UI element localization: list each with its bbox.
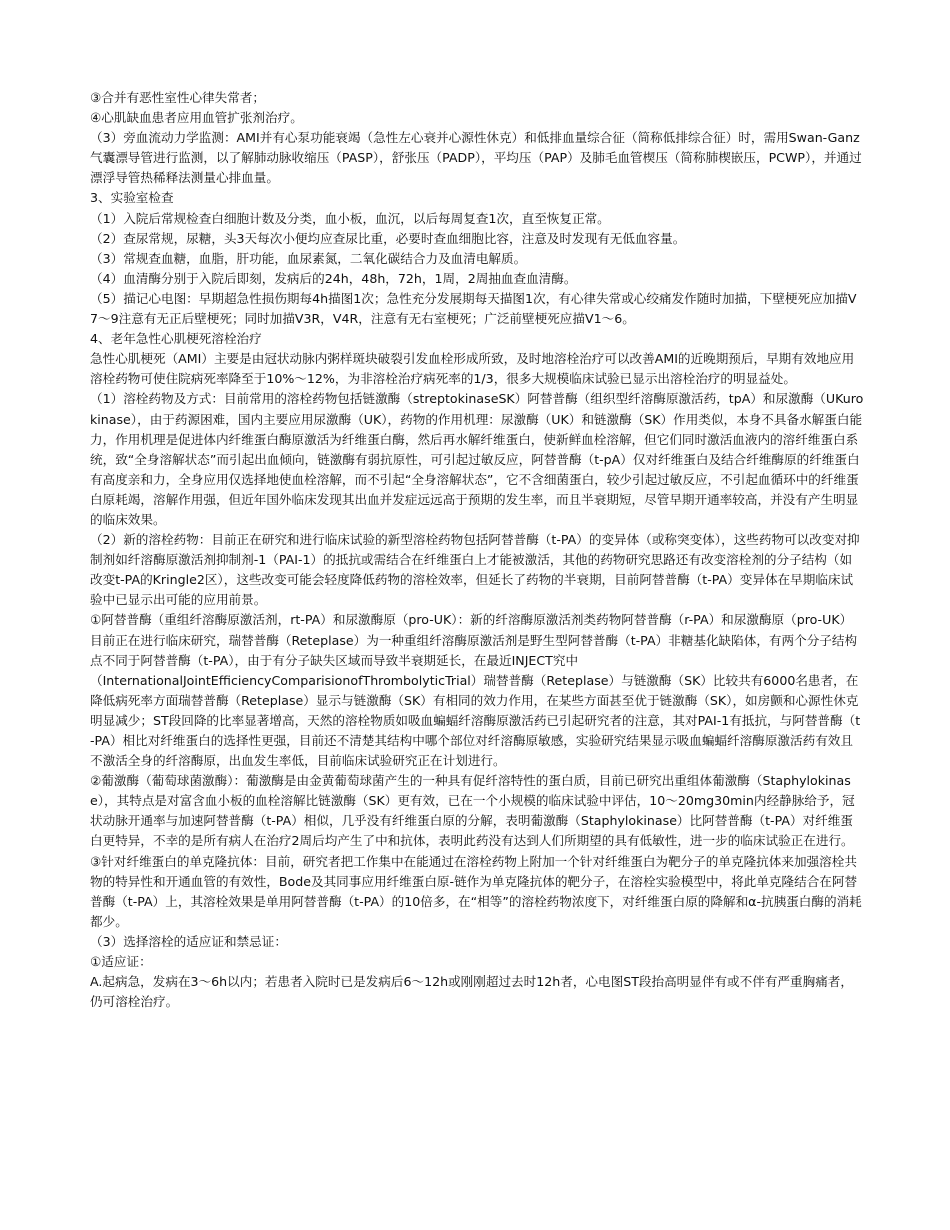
paragraph: （3）常规查血糖，血脂，肝功能，血尿素氮，二氧化碳结合力及血清电解质。: [90, 250, 527, 266]
paragraph: （4）血清酶分别于入院后即刻，发病后的24h，48h，72h，1周，2周抽血查血清酶。: [90, 270, 577, 286]
paragraph: （1）入院后常规检查白细胞计数及分类，血小板，血沉，以后每周复查1次，直至恢复正常。: [90, 210, 610, 226]
section-heading: 3、实验室检查: [90, 190, 174, 206]
paragraph: （5）描记心电图：早期超急性损伤期每4h描图1次；急性充分发展期每天描图1次，有心律失常或心绞痛发作随时加描，下壁梗死应加描V7～9注意有无正后壁梗死；同时加描V3R，V4R，注意有无右室梗死；广泛前壁梗死应描V1～6。: [90, 290, 857, 327]
paragraph: （3）选择溶栓的适应证和禁忌证：: [90, 933, 287, 949]
paragraph: （3）旁血流动力学监测：AMI并有心泵功能衰竭（急性左心衰并心源性休克）和低排血量综合征（简称低排综合征）时，需用Swan-Ganz气囊漂导管进行监测，以了解肺动脉收缩压（PASP），舒张压（PADP），平均压（PAP）及肺毛血管楔压（简称肺楔嵌压，PCWP），并通过漂浮导管热稀释法测量心排血量。: [90, 130, 862, 186]
document-page: [90, 88, 864, 1012]
paragraph: （2）查尿常规，尿糖，头3天每次小便均应查尿比重，必要时查血细胞比容，注意及时发现有无低血容量。: [90, 230, 686, 246]
paragraph: ①适应证：: [90, 954, 152, 970]
paragraph: （1）溶栓药物及方式：目前常用的溶栓药物包括链激酶（streptokinaseSK）阿替普酶（组织型纤溶酶原激活药，tpA）和尿激酶（UKurokinase），由于药源困难，国内主要应用尿激酶（UK），药物的作用机理：尿激酶（UK）和链激酶（SK）作用类似，本身不具备水解蛋白能力，作用机理是促进体内纤维蛋白酶原激活为纤维蛋白酶，然后再水解纤维蛋白，使新鲜血栓溶解，但它们同时激活血液内的溶纤维蛋白系统，致“全身溶解状态”而引起出血倾向，链激酶有弱抗原性，可引起过敏反应，阿替普酶（t-pA）仅对纤维蛋白及结合纤维酶原的纤维蛋白有高度亲和力，全身应用仅选择地使血栓溶解，而不引起“全身溶解状态”，它不含细菌蛋白，较少引起过敏反应，不引起血循环中的纤维蛋白原耗竭，溶解作用强，但近年国外临床发现其出血并发症远远高于预期的发生率，而且半衰期短，尽管早期开通率较高，并没有产生明显的临床效果。: [90, 391, 864, 527]
section-heading: 4、老年急性心肌梗死溶栓治疗: [90, 331, 262, 347]
paragraph: 急性心肌梗死（AMI）主要是由冠状动脉内粥样斑块破裂引发血栓形成所致，及时地溶栓治疗可以改善AMI的近晚期预后，早期有效地应用溶栓药物可使住院病死率降至于10%～12%，为非溶栓治疗病死率的1/3，很多大规模临床试验已显示出溶栓治疗的明显益处。: [90, 351, 855, 387]
paragraph: ③合并有恶性室性心律失常者；: [90, 90, 266, 105]
paragraph: A.起病急，发病在3～6h以内；若患者入院时已是发病后6～12h或刚刚超过去时12h者，心电图ST段抬高明显伴有或不伴有严重胸痛者，仍可溶栓治疗。: [90, 974, 853, 1010]
paragraph: ④心肌缺血患者应用血管扩张剂治疗。: [90, 110, 303, 126]
paragraph: ②葡激酶（葡萄球菌激酶）：葡激酶是由金黄葡萄球菌产生的一种具有促纤溶特性的蛋白质，目前已研究出重组体葡激酶（Staphylokinase），其特点是对富含血小板的血栓溶解比链激酶（SK）更有效，已在一个小规模的临床试验中评估，10～20mg30min内经静脉给予，冠状动脉开通率与加速阿替普酶（t-PA）相似，几乎没有纤维蛋白原的分解，表明葡激酶（Staphylokinase）比阿替普酶（t-PA）对纤维蛋白更特异，不幸的是所有病人在治疗2周后均产生了中和抗体，表明此药没有达到人们所期望的具有低敏性，进一步的临床试验正在进行。: [90, 773, 855, 849]
paragraph: （InternationalJointEfficiencyComparisionofThrombolyticTrial）瑞替普酶（Reteplase）与链激酶（SK）比较共有6000名患者，在降低病死率方面瑞替普酶（Reteplase）显示与链激酶（SK）有相同的效力作用，在某些方面甚至优于链激酶（SK），如房颤和心源性休克明显减少；ST段回降的比率显著增高，天然的溶栓物质如吸血蝙蝠纤溶酶原激活药已引起研究者的注意，其对PAI-1有抵抗，与阿替普酶（t-PA）相比对纤维蛋白的选择性更强，目前还不清楚其结构中哪个部位对纤溶酶原敏感，实验研究结果显示吸血蝙蝠纤溶酶原激活药有效且不激活全身的纤溶酶原，出血发生率低，目前临床试验研究正在计划进行。: [90, 672, 861, 769]
paragraph: ③针对纤维蛋白的单克隆抗体：目前，研究者把工作集中在能通过在溶栓药物上附加一个针对纤维蛋白为靶分子的单克隆抗体来加强溶栓共物的特异性和开通血管的有效性，Bode及其同事应用纤维蛋白原-链作为单克隆抗体的靶分子，在溶栓实验模型中，将此单克隆结合在阿替普酶（t-PA）上，其溶栓效果是单用阿替普酶（t-PA）的10倍多，在“相等”的溶栓药物浓度下，对纤维蛋白原的降解和α-抗胰蛋白酶的消耗都少。: [90, 853, 862, 929]
paragraph: （2）新的溶栓药物：目前正在研究和进行临床试验的新型溶栓药物包括阿替普酶（t-PA）的变异体（或称突变体），这些药物可以改变对抑制剂如纤溶酶原激活剂抑制剂-1（PAI-1）的抵抗或需结合在纤维蛋白上才能被激活，其他的药物研究思路还有改变溶栓剂的分子结构（如改变t-PA的Kringle2区），这些改变可能会轻度降低药物的溶栓效率，但延长了药物的半衰期，目前阿替普酶（t-PA）变异体在早期临床试验中已显示出可能的应用前景。: [90, 532, 860, 608]
paragraph: ①阿替普酶（重组纤溶酶原激活剂，rt-PA）和尿激酶原（pro-UK）：新的纤溶酶原激活剂类药物阿替普酶（r-PA）和尿激酶原（pro-UK）目前正在进行临床研究，瑞替普酶（Reteplase）为一种重组纤溶酶原激活剂是野生型阿替普酶（t-PA）非糖基化缺陷体，有两个分子结构点不同于阿替普酶（t-PA），由于有分子缺失区域而导致半衰期延长，在最近INJECT究中: [90, 612, 858, 668]
